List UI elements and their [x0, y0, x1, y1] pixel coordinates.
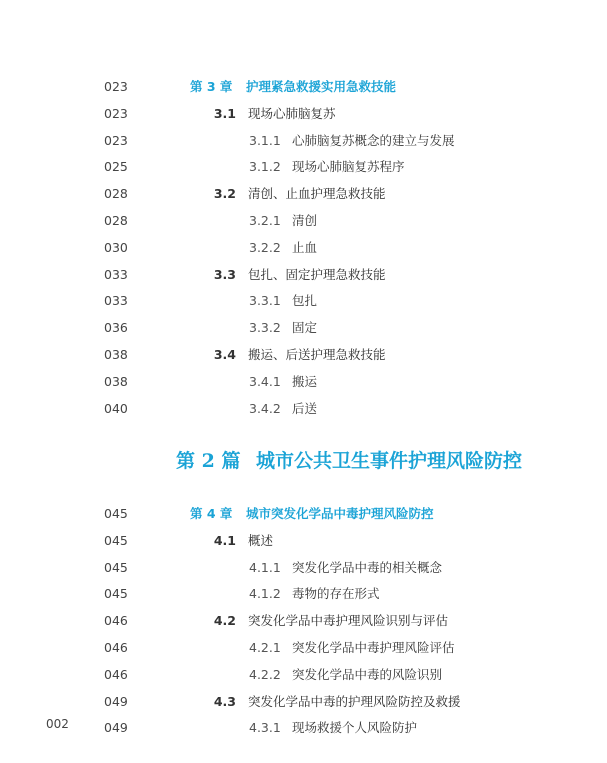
- toc-entry-title: 突发化学品中毒护理风险识别与评估: [248, 613, 449, 629]
- toc-entry-title: 包扎: [292, 293, 318, 309]
- toc-entry-chapter: [0, 77, 607, 97]
- toc-entry-title: 概述: [248, 532, 274, 548]
- toc-entry-sub: [0, 131, 607, 151]
- toc-entry-number: 第 4 章: [190, 506, 233, 521]
- toc-entry-chapter: [0, 504, 607, 524]
- toc-entry-number: 3.4.1: [249, 373, 281, 389]
- toc-page-number: 046: [104, 613, 128, 629]
- part-title: 城市公共卫生事件护理风险防控: [256, 450, 523, 472]
- toc-page-number: 049: [104, 693, 128, 709]
- toc-entry-section: [0, 531, 607, 551]
- toc-entry-title: 城市突发化学品中毒护理风险防控: [246, 506, 434, 521]
- toc-entry-sub: [0, 558, 607, 578]
- toc-page-number: 038: [104, 347, 128, 362]
- toc-entry-number: 3.2.2: [249, 239, 281, 255]
- toc-page-number: 036: [104, 320, 128, 336]
- toc-entry-number: 3.1: [213, 105, 236, 121]
- toc-entry-number: 第 3 章: [190, 79, 233, 94]
- toc-entry-title: 搬运: [292, 373, 318, 389]
- toc-entry-section: [0, 265, 607, 285]
- toc-entry-number: 4.3: [213, 693, 236, 709]
- toc-entry-sub: [0, 665, 607, 685]
- toc-entry-sub: [0, 211, 607, 231]
- toc-page-number: 033: [104, 266, 128, 282]
- toc-entry-title: 现场救援个人风险防护: [292, 720, 418, 736]
- toc-entry-sub: [0, 638, 607, 658]
- toc-entry-number: 4.2.2: [249, 666, 281, 682]
- toc-entry-title: 护理紧急救援实用急救技能: [246, 79, 397, 94]
- toc-entry-title: 现场心肺脑复苏: [248, 105, 336, 121]
- toc-entry-section: [0, 184, 607, 204]
- toc-entry-number: 4.1.2: [249, 586, 281, 602]
- toc-entry-section: [0, 692, 607, 712]
- toc-entry-number: 3.4: [213, 347, 236, 362]
- toc-page-number: 046: [104, 666, 128, 682]
- toc-entry-title: 清创、止血护理急救技能: [248, 186, 386, 202]
- toc-entry-title: 毒物的存在形式: [292, 586, 380, 602]
- toc-entry-number: 3.3.2: [249, 320, 281, 336]
- toc-entry-title: 突发化学品中毒的相关概念: [292, 559, 443, 575]
- toc-entry-section: [0, 611, 607, 631]
- toc-page-number: 023: [104, 132, 128, 148]
- toc-entry-number: 3.2.1: [249, 213, 281, 228]
- toc-entry-number: 3.1.1: [249, 132, 281, 148]
- toc-page-number: 033: [104, 293, 128, 309]
- toc-page-number: 046: [104, 640, 128, 655]
- toc-entry-sub: [0, 372, 607, 392]
- toc-page-number: 023: [104, 105, 128, 121]
- toc-entry-number: 3.3.1: [249, 293, 281, 309]
- toc-entry-number: 4.2.1: [249, 640, 281, 655]
- toc-page-number: 023: [104, 79, 128, 94]
- toc-entry-sub: [0, 718, 607, 738]
- toc-entry-sub: [0, 399, 607, 419]
- toc-page-number: 045: [104, 586, 128, 602]
- toc-entry-section: [0, 104, 607, 124]
- toc-page-number: 028: [104, 186, 128, 202]
- toc-entry-title: 固定: [292, 320, 318, 336]
- toc-entry-number: 3.3: [213, 266, 236, 282]
- toc-entry-section: [0, 345, 607, 365]
- part-number: 第 2 篇: [176, 450, 241, 472]
- toc-entry-number: 3.4.2: [249, 400, 281, 416]
- toc-entry-sub: [0, 584, 607, 604]
- toc-entry-number: 4.1: [213, 532, 236, 548]
- toc-entry-title: 搬运、后送护理急救技能: [248, 347, 386, 362]
- toc-entry-title: 包扎、固定护理急救技能: [248, 266, 386, 282]
- toc-page-number: 038: [104, 373, 128, 389]
- page-folio: 002: [46, 717, 69, 731]
- toc-entry-number: 4.1.1: [249, 559, 281, 575]
- toc-entry-title: 突发化学品中毒的风险识别: [292, 666, 443, 682]
- toc-entry-number: 4.2: [213, 613, 236, 629]
- toc-page-number: 045: [104, 506, 128, 521]
- toc-page-number: 028: [104, 213, 128, 228]
- toc-entry-number: 3.2: [213, 186, 236, 202]
- toc-entry-number: 3.1.2: [249, 159, 281, 175]
- toc-entry-title: 清创: [292, 213, 318, 228]
- toc-page-number: 030: [104, 239, 128, 255]
- toc-entry-title: 现场心肺脑复苏程序: [292, 159, 405, 175]
- toc-entry-title: 心肺脑复苏概念的建立与发展: [292, 132, 455, 148]
- toc-entry-title: 后送: [292, 400, 318, 416]
- toc-entry-number: 4.3.1: [249, 720, 281, 736]
- toc-entry-sub: [0, 318, 607, 338]
- toc-page-number: 049: [104, 720, 128, 736]
- toc-entry-sub: [0, 238, 607, 258]
- toc-entry-title: 突发化学品中毒的护理风险防控及救援: [248, 693, 461, 709]
- toc-entry-sub: [0, 157, 607, 177]
- toc-page-number: 045: [104, 532, 128, 548]
- toc-page-number: 045: [104, 559, 128, 575]
- toc-entry-sub: [0, 291, 607, 311]
- toc-entry-title: 止血: [292, 239, 318, 255]
- part-heading: [0, 446, 607, 476]
- toc-page-number: 040: [104, 400, 128, 416]
- toc-page-number: 025: [104, 159, 128, 175]
- toc-entry-title: 突发化学品中毒护理风险评估: [292, 640, 455, 655]
